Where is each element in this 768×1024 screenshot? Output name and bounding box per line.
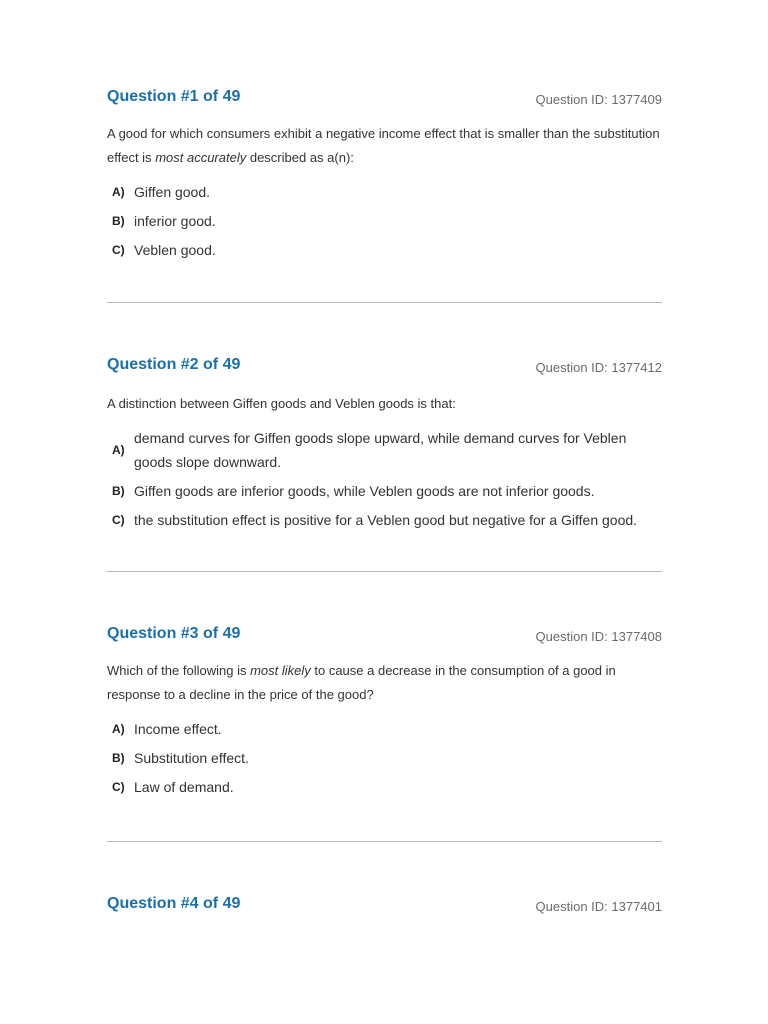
- question-text-part: described as a(n):: [246, 150, 354, 165]
- question-1: [107, 86, 662, 267]
- option-text: Giffen good.: [134, 184, 211, 200]
- answer-option-c[interactable]: [107, 775, 662, 799]
- option-text: Substitution effect.: [134, 750, 249, 766]
- option-letter: C): [112, 243, 125, 257]
- question-text-part: Which of the following is: [107, 663, 251, 678]
- option-letter: C): [112, 513, 125, 527]
- question-text-part: A distinction between Giffen goods and Veblen goods is that:: [107, 396, 456, 411]
- question-title: Question #2 of 49: [107, 356, 241, 373]
- question-4: [107, 893, 662, 921]
- question-header: [107, 354, 662, 382]
- option-text: Veblen good.: [134, 242, 216, 258]
- question-divider: [107, 302, 662, 303]
- question-text-emphasis: most likely: [250, 663, 311, 678]
- option-letter: A): [112, 722, 125, 736]
- question-2: [107, 354, 662, 537]
- question-id: Question ID: 1377412: [535, 360, 662, 375]
- question-text: [107, 122, 662, 170]
- option-letter: A): [112, 185, 125, 199]
- question-title: Question #4 of 49: [107, 895, 241, 912]
- answer-options: [107, 426, 662, 532]
- question-divider: [107, 841, 662, 842]
- question-3: [107, 623, 662, 804]
- question-header: [107, 893, 662, 921]
- question-text-part: A good for which consumers exhibit a negative income effect that is smaller than the substitution effect is: [107, 126, 660, 165]
- question-text: [107, 659, 662, 707]
- option-text: demand curves for Giffen goods slope upward, while demand curves for Veblen goods slope downward.: [134, 430, 627, 470]
- question-id: Question ID: 1377401: [535, 899, 662, 914]
- question-title: Question #3 of 49: [107, 625, 241, 642]
- option-text: Giffen goods are inferior goods, while Veblen goods are not inferior goods.: [134, 483, 595, 499]
- option-letter: B): [112, 751, 125, 765]
- option-text: inferior good.: [134, 213, 216, 229]
- answer-options: [107, 717, 662, 799]
- answer-option-a[interactable]: [107, 717, 662, 741]
- option-text: the substitution effect is positive for a Veblen good but negative for a Giffen good.: [134, 512, 638, 528]
- question-id: Question ID: 1377408: [535, 629, 662, 644]
- question-text: [107, 392, 662, 416]
- option-text: Income effect.: [134, 721, 222, 737]
- question-header: [107, 86, 662, 114]
- question-title: Question #1 of 49: [107, 88, 241, 105]
- option-letter: A): [112, 443, 125, 457]
- answer-option-c[interactable]: [107, 508, 662, 532]
- question-divider: [107, 571, 662, 572]
- answer-option-a[interactable]: [107, 180, 662, 204]
- question-text-part: to cause a decrease in the consumption of a good in response to a decline in the price of the good?: [107, 663, 616, 702]
- option-letter: B): [112, 484, 125, 498]
- answer-option-b[interactable]: [107, 746, 662, 770]
- answer-option-a[interactable]: [107, 426, 662, 474]
- answer-option-c[interactable]: [107, 238, 662, 262]
- question-header: [107, 623, 662, 651]
- answer-option-b[interactable]: [107, 209, 662, 233]
- option-letter: C): [112, 780, 125, 794]
- option-text: Law of demand.: [134, 779, 234, 795]
- question-id: Question ID: 1377409: [535, 92, 662, 107]
- answer-options: [107, 180, 662, 262]
- option-letter: B): [112, 214, 125, 228]
- question-text-emphasis: most accurately: [155, 150, 247, 165]
- answer-option-b[interactable]: [107, 479, 662, 503]
